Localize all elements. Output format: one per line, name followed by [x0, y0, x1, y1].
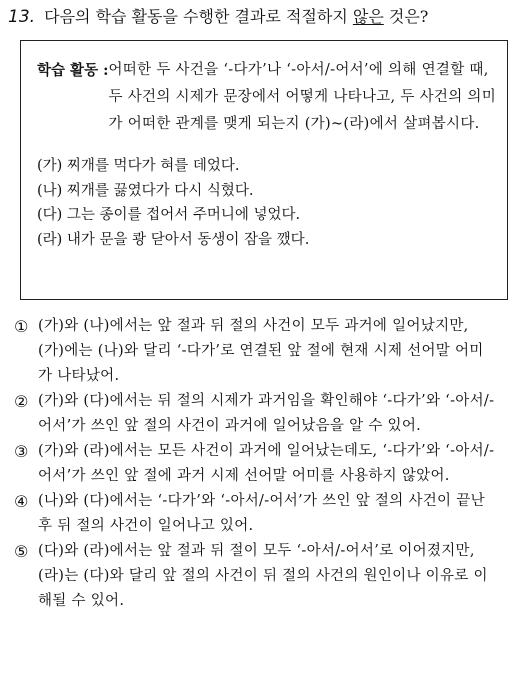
- prompt-text-after: 것은?: [383, 7, 429, 26]
- choice-number: ⑤: [14, 542, 29, 561]
- choice-1[interactable]: [14, 314, 503, 389]
- activity-text: 어떠한 두 사건을 ‘-다가’나 ‘-아서/-어서’에 의해 연결할 때, 두 사건의 시제가 문장에서 어떻게 나타나고, 두 사건의 의미가 어떠한 관계를 맺게 되는지 (가)~(라)에서 살펴봅시다.: [108, 62, 497, 132]
- choice-3[interactable]: [14, 439, 503, 489]
- prompt-underlined-word: 않은: [352, 7, 384, 26]
- choice-text: (나)와 (다)에서는 ‘-다가’와 ‘-아서/-어서’가 쓰인 앞 절의 사건이 끝난 후 뒤 절의 사건이 일어나고 있어.: [38, 493, 485, 534]
- question-header: [8, 6, 503, 28]
- question-number: 13.: [8, 7, 36, 27]
- choice-text: (가)와 (라)에서는 모든 사건이 과거에 일어났는데도, ‘-다가’와 ‘-아서/-어서’가 쓰인 앞 절에 과거 시제 선어말 어미를 사용하지 않았어.: [38, 443, 495, 484]
- choice-number: ④: [14, 492, 29, 511]
- example-ga: (가) 찌개를 먹다가 혀를 데었다.: [37, 158, 240, 174]
- choice-number: ②: [14, 392, 29, 411]
- example-da: (다) 그는 종이를 접어서 주머니에 넣었다.: [37, 207, 301, 223]
- choice-5[interactable]: [14, 539, 503, 614]
- activity-instruction: [37, 57, 497, 138]
- example-na: (나) 찌개를 끓였다가 다시 식혔다.: [37, 182, 254, 199]
- choice-number: ③: [14, 442, 29, 461]
- example-sentences: [37, 154, 497, 252]
- choice-text: (가)와 (나)에서는 앞 절과 뒤 절의 사건이 모두 과거에 일어났지만, (가)에는 (나)와 달리 ‘-다가’로 연결된 앞 절에 현재 시제 선어말 어미가 나타났어.: [38, 318, 484, 384]
- question-prompt: [44, 7, 428, 26]
- prompt-text-before: 다음의 학습 활동을 수행한 결과로 적절하지: [44, 7, 353, 26]
- choice-text: (다)와 (라)에서는 앞 절과 뒤 절이 모두 ‘-아서/-어서’로 이어졌지만, (라)는 (다)와 달리 앞 절의 사건이 뒤 절의 사건의 원인이나 이유로 이해될 수 있어.: [38, 543, 488, 609]
- choice-2[interactable]: [14, 389, 503, 439]
- activity-box: [20, 40, 508, 300]
- choice-text: (가)와 (다)에서는 뒤 절의 시제가 과거임을 확인해야 ‘-다가’와 ‘-아서/-어서’가 쓰인 앞 절의 사건이 과거에 일어났음을 알 수 있어.: [38, 393, 495, 434]
- choice-number: ①: [14, 317, 29, 336]
- example-ra: (라) 내가 문을 쾅 닫아서 동생이 잠을 깼다.: [37, 231, 310, 248]
- choice-4[interactable]: [14, 489, 503, 539]
- activity-label: 학습 활동 :: [37, 62, 109, 79]
- answer-choices: [8, 314, 503, 614]
